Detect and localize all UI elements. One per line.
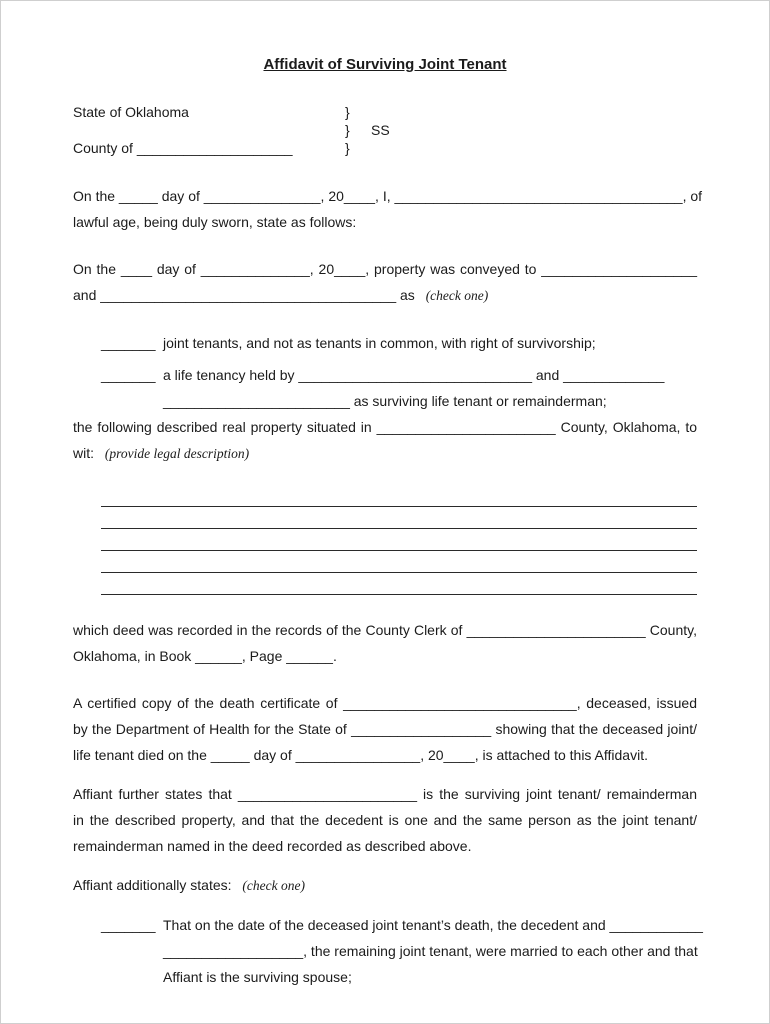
property-line: the following described real property situated in _______________________ County, Oklahoma, to (73, 419, 697, 435)
option-line: Affiant is the surviving spouse; (163, 969, 352, 985)
oath-line: lawful age, being duly sworn, state as follows: (73, 214, 357, 230)
oath-paragraph (73, 183, 703, 235)
option-line: joint tenants, and not as tenants in common, with right of survivorship; (163, 335, 596, 351)
venue-bracket: } (345, 104, 350, 120)
death-certificate-line: by the Department of Health for the State of __________________ showing that the deceased joint/ (73, 721, 697, 737)
affiant-statement-line: Affiant further states that _______________________ is the surviving joint tenant/ remainderman (73, 786, 697, 802)
check-one-note: (check one) (425, 288, 489, 303)
affiant-statement-line: remainderman named in the deed recorded as described above. (73, 838, 472, 854)
venue-block (73, 103, 697, 157)
option-choice-blank[interactable]: _______ (101, 335, 156, 351)
oath-line: On the _____ day of _______________, 20____, I, _____________________________________, of (73, 188, 703, 204)
affiant-statement-paragraph (73, 781, 697, 859)
check-one-note: (check one) (242, 878, 305, 893)
death-certificate-paragraph (73, 690, 697, 768)
additional-statement-text: Affiant additionally states: (73, 877, 232, 893)
conveyance-paragraph (73, 256, 697, 309)
option-choice-blank[interactable]: _______ (101, 917, 156, 933)
venue-state-text: State of Oklahoma (73, 104, 189, 120)
option-life-tenancy (73, 362, 697, 414)
venue-county-blank[interactable]: County of ____________________ (73, 140, 293, 156)
option-survivorship-text (163, 330, 697, 356)
venue-row-ss (73, 121, 697, 139)
legal-description-ruled-line[interactable] (101, 573, 697, 595)
affiant-statement-line: in the described property, and that the decedent is one and the same person as the joint tenant/ (73, 812, 697, 828)
legal-description-ruled-line[interactable] (101, 551, 697, 573)
legal-description-ruled-line[interactable] (101, 485, 697, 507)
venue-row-county (73, 139, 697, 157)
additional-statement-line (73, 872, 697, 899)
deed-paragraph (73, 617, 697, 669)
conveyance-line: On the ____ day of ______________, 20____, property was conveyed to ____________________ (73, 261, 697, 277)
additional-statement-text-line (73, 872, 697, 899)
option-line: ________________________ as surviving life tenant or remainderman; (163, 393, 607, 409)
option-surviving-spouse (73, 912, 703, 990)
deed-line: which deed was recorded in the records of the County Clerk of _______________________ County, (73, 622, 697, 638)
venue-row-state (73, 103, 697, 121)
venue-bracket: } (345, 140, 350, 156)
deed-line: Oklahoma, in Book ______, Page ______. (73, 648, 337, 664)
legal-description-ruled-line[interactable] (101, 529, 697, 551)
venue-bracket: } (345, 122, 350, 138)
property-line-text: wit: (73, 445, 94, 461)
legal-description-note: (provide legal description) (104, 446, 250, 461)
option-survivorship (73, 330, 697, 356)
property-line (73, 440, 697, 467)
document-title: Affidavit of Surviving Joint Tenant (263, 56, 507, 73)
death-certificate-line: life tenant died on the _____ day of ________________, 20____, is attached to this Affidavit. (73, 747, 648, 763)
property-paragraph (73, 414, 697, 467)
option-life-tenancy-text (163, 362, 697, 414)
venue-ss-text: SS (371, 122, 390, 138)
option-line: a life tenancy held by ______________________________ and _____________ (163, 367, 665, 383)
death-certificate-line: A certified copy of the death certificate of ______________________________, deceased, issued (73, 695, 697, 711)
conveyance-line-text: and ______________________________________ as (73, 287, 415, 303)
legal-description-ruled-line[interactable] (101, 507, 697, 529)
affidavit-page (1, 1, 769, 990)
option-choice-blank[interactable]: _______ (101, 367, 156, 383)
option-line: __________________, the remaining joint tenant, were married to each other and that (163, 943, 698, 959)
conveyance-line (73, 282, 697, 309)
legal-description-area (101, 485, 697, 595)
option-line: That on the date of the deceased joint tenant’s death, the decedent and ____________ (163, 917, 703, 933)
option-surviving-spouse-text (163, 912, 703, 990)
venue-left-spacer (73, 121, 345, 139)
